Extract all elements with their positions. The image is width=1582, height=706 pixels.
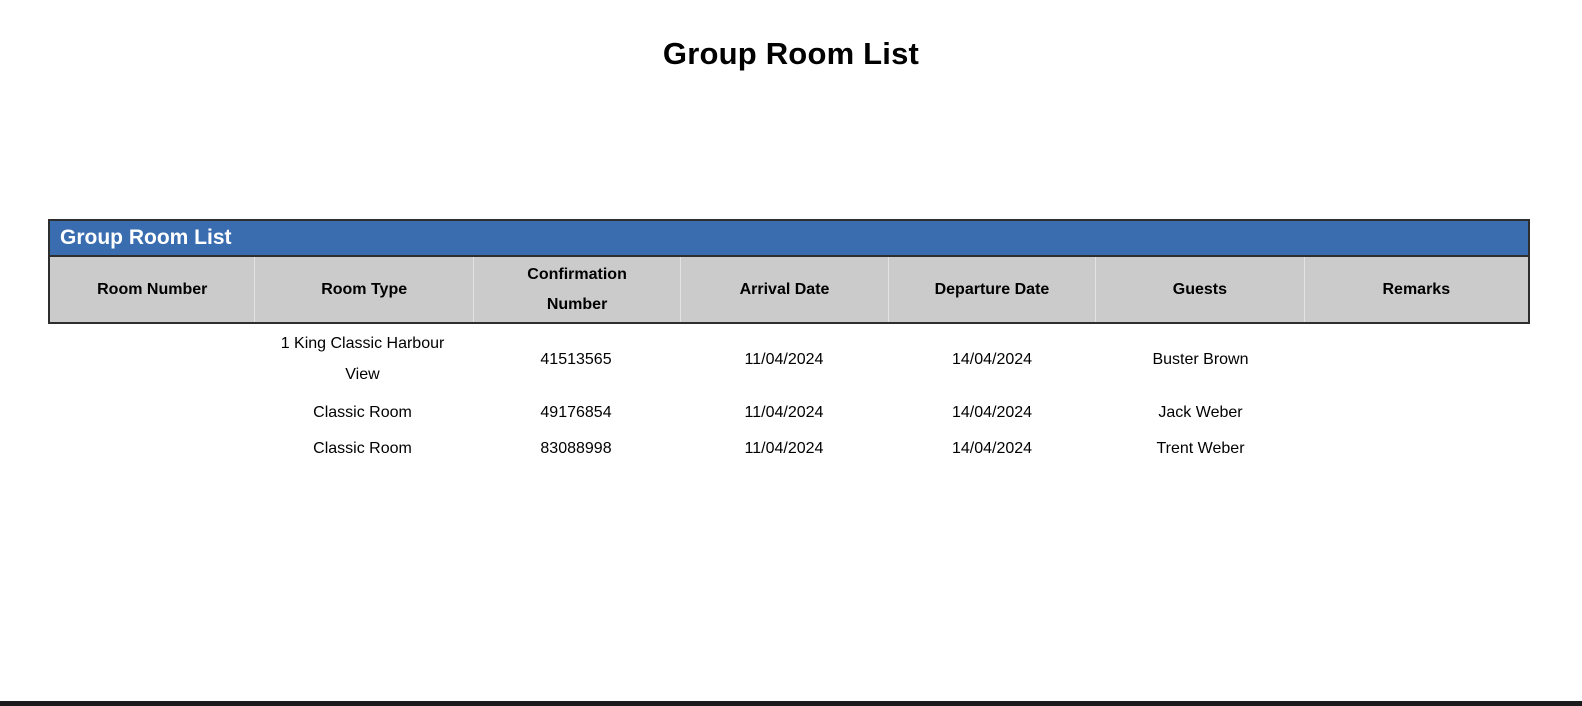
- cell-arrival-date: 11/04/2024: [744, 403, 824, 421]
- column-header-room-type: Room Type: [254, 257, 472, 322]
- cell-confirmation-number: 41513565: [540, 350, 612, 368]
- window-bottom-edge: [0, 701, 1582, 706]
- column-header-room-number: Room Number: [97, 280, 208, 298]
- cell-confirmation-number: 49176854: [540, 403, 612, 421]
- cell-guests: Buster Brown: [1152, 350, 1249, 368]
- cell-arrival-date: 11/04/2024: [744, 439, 824, 457]
- column-header-arrival-date: Arrival Date: [680, 257, 887, 322]
- table-row: [48, 394, 1530, 430]
- cell-departure-date: 14/04/2024: [951, 350, 1033, 368]
- cell-remarks: [1305, 324, 1530, 394]
- cell-departure-date: 14/04/2024: [951, 439, 1033, 457]
- table-body: [48, 324, 1530, 466]
- cell-room-number: [48, 324, 253, 394]
- group-room-list-table: [48, 219, 1530, 466]
- table-header-block: [48, 219, 1530, 324]
- table-row: [48, 430, 1530, 466]
- page-title: Group Room List: [662, 36, 920, 71]
- column-header-guests: Guests: [1095, 257, 1303, 322]
- cell-room-type: 1 King Classic Harbour View: [280, 335, 445, 383]
- cell-guests: Trent Weber: [1156, 439, 1245, 457]
- cell-room-number: [48, 394, 253, 430]
- table-section-title: Group Room List: [60, 226, 232, 249]
- cell-guests: Jack Weber: [1158, 403, 1243, 421]
- cell-confirmation-number: 83088998: [540, 439, 612, 457]
- cell-room-number: [48, 430, 253, 466]
- column-header-departure-date: Departure Date: [888, 257, 1095, 322]
- cell-room-type: Classic Room: [313, 403, 412, 421]
- table-row: [48, 324, 1530, 394]
- table-section-bar: [50, 221, 1528, 257]
- cell-arrival-date: 11/04/2024: [744, 350, 824, 368]
- cell-room-type: Classic Room: [313, 439, 412, 457]
- column-header-remarks: Remarks: [1304, 257, 1528, 322]
- cell-remarks: [1305, 430, 1530, 466]
- cell-remarks: [1305, 394, 1530, 430]
- cell-departure-date: 14/04/2024: [951, 403, 1033, 421]
- table-column-header-row: [50, 257, 1528, 322]
- column-header-confirmation-number: Confirmation Number: [473, 257, 680, 322]
